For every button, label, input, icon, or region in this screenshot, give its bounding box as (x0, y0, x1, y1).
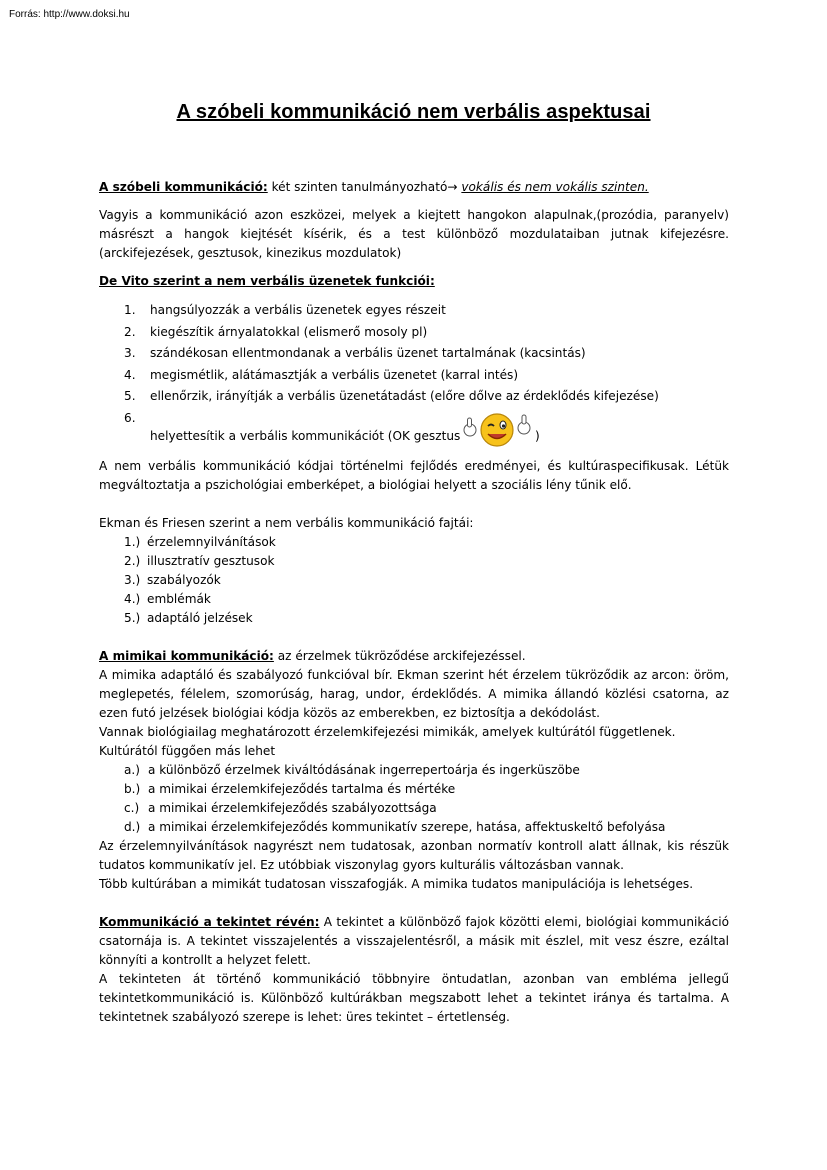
list-item (124, 571, 729, 590)
list-number: 3. (124, 346, 136, 360)
source-url: Forrás: http://www.doksi.hu (9, 9, 130, 20)
list-item (124, 780, 729, 799)
list-text: emblémák (147, 591, 211, 606)
paragraph-vagyis: Vagyis a kommunikáció azon eszközei, melyek a kiejtett hangokon alapulnak,(prozódia, paranyelv) másrészt a hangok kiejtését kísérik, és a test különböző mozdulataiban jutnak kifejezésre. (arckifejezések, gesztusok, kinezikus mozdulatok) (99, 208, 729, 260)
tekintet-label: Kommunikáció a tekintet révén: (99, 914, 320, 929)
list-text: illusztratív gesztusok (147, 553, 275, 568)
list-text: ellenőrzik, irányítják a verbális üzenetátadást (előre dőlve az érdeklődés kifejezése) (150, 389, 659, 403)
list-text: a mimikai érzelemkifejeződés szabályozottsága (148, 800, 437, 815)
list-number: 4. (124, 367, 136, 382)
devito-list (124, 300, 729, 448)
mimika-line2: Vannak biológiailag meghatározott érzelemkifejezési mimikák, amelyek kultúrától függetlenek. (99, 724, 676, 739)
tekintet-text: A tekintet a különböző fajok közötti elemi, biológiai kommunikáció csatornája is. A tekintet visszajelentés a visszajelentésről, a másik mit észlel, mit vesz észre, ezáltal könnyíti a kontrollt a helyzet felett. (99, 914, 729, 967)
list-text: kiegészítik árnyalatokkal (elismerő mosoly pl) (150, 324, 428, 339)
mimika-lead (99, 647, 729, 666)
mimika-after2: Több kultúrában a mimikát tudatosan visszafogják. A mimika tudatos manipulációja is lehetséges. (99, 876, 694, 891)
list-text: szándékosan ellentmondanak a verbális üzenet tartalmának (kacsintás) (150, 346, 586, 360)
ekman-intro: Ekman és Friesen szerint a nem verbális kommunikáció fajtái: (99, 515, 474, 530)
document-title: A szóbeli kommunikáció nem verbális aspektusai (176, 101, 651, 123)
mimika-list (124, 761, 729, 837)
list-text: szabályozók (147, 572, 221, 587)
document-body (99, 178, 729, 1027)
devito-heading: De Vito szerint a nem verbális üzenetek funkciói: (99, 274, 435, 288)
intro-paragraph (99, 178, 729, 197)
list-text: adaptáló jelzések (147, 610, 253, 625)
ekman-list (124, 533, 729, 628)
mimika-lead-text: az érzelmek tükröződése arckifejezéssel. (273, 648, 526, 663)
intro-text: két szinten tanulmányozható (267, 180, 448, 194)
list-number: d.) (124, 819, 141, 834)
list-text: megismétlik, alátámasztják a verbális üzenetet (karral intés) (150, 367, 519, 382)
list-item-ok (124, 408, 729, 448)
list-text: érzelemnyilvánítások (147, 534, 276, 549)
list-item (124, 552, 729, 571)
left-thumb-icon (464, 418, 476, 436)
list-number: 5.) (124, 610, 141, 625)
right-thumb-icon (518, 415, 530, 434)
list-item (124, 590, 729, 609)
list-number: a.) (124, 762, 140, 777)
list-text: a mimikai érzelemkifejeződés kommunikatív szerepe, hatása, affektuskeltő befolyása (148, 819, 666, 834)
list-item (124, 818, 729, 837)
list-number: 5. (124, 389, 136, 403)
list-text: helyettesítik a verbális kommunikációt (OK gesztus (150, 428, 461, 443)
list-item (124, 799, 729, 818)
intro-label: A szóbeli kommunikáció: (99, 180, 268, 194)
list-number: 4.) (124, 591, 141, 606)
list-item (124, 386, 729, 408)
list-number: c.) (124, 800, 140, 815)
closing-paren: ) (535, 428, 540, 443)
list-item (124, 533, 729, 552)
arrow-icon: → (447, 180, 462, 194)
list-number: 2.) (124, 553, 141, 568)
list-text: hangsúlyozzák a verbális üzenetek egyes részeit (150, 303, 446, 317)
list-item (124, 343, 729, 365)
mimika-after1: Az érzelemnyilvánítások nagyrészt nem tudatosak, azonban normatív kontroll alatt állnak, kis részük tudatos kommunikatív jel. Ez utóbbiak viszonylag gyors kulturális változásban vannak. (99, 838, 729, 872)
list-item (124, 365, 729, 387)
list-number: 6. (124, 410, 136, 425)
mimika-label: A mimikai kommunikáció: (99, 648, 274, 663)
list-item (124, 300, 729, 322)
list-number: 1. (124, 303, 136, 317)
list-item (124, 322, 729, 344)
winking-smiley-thumbs-up-icon (462, 408, 532, 448)
list-number: 2. (124, 324, 136, 339)
list-number: 1.) (124, 534, 141, 549)
tekintet-paragraph (99, 913, 729, 970)
mimika-line3: Kultúrától függően más lehet (99, 743, 276, 758)
list-number: b.) (124, 781, 141, 796)
list-text: a különböző érzelmek kiváltódásának ingerrepertoárja és ingerküszöbe (148, 762, 580, 777)
intro-emphasis: vokális és nem vokális szinten. (461, 180, 649, 194)
paragraph-kodjai: A nem verbális kommunikáció kódjai történelmi fejlődés eredményei, és kultúraspecifikusak. Létük megváltoztatja a pszichológiai emberképet, a biológiai helyett a szociális lény tűnik elő. (99, 458, 729, 492)
list-item (124, 609, 729, 628)
list-item (124, 761, 729, 780)
list-number: 3.) (124, 572, 141, 587)
mimika-body: A mimika adaptáló és szabályozó funkcióval bír. Ekman szerint hét érzelem tükröződik az arcon: öröm, meglepetés, félelem, szomorúság, harag, undor, érdeklődés. A mimika állandó közlési csatorna, az ezen futó jelzések biológiai kódja közös az emberekben, ez biztosítja a dekódolást. (99, 667, 729, 720)
tekintet-paragraph2: A tekinteten át történő kommunikáció többnyire öntudatlan, azonban van embléma jellegű tekintetkommunikáció is. Különböző kultúrákban megszabott lehet a tekintet iránya és tartalma. A tekintetnek szabályozó szerepe is lehet: üres tekintet – értetlenség. (99, 971, 729, 1024)
list-text: a mimikai érzelemkifejeződés tartalma és mértéke (148, 781, 456, 796)
